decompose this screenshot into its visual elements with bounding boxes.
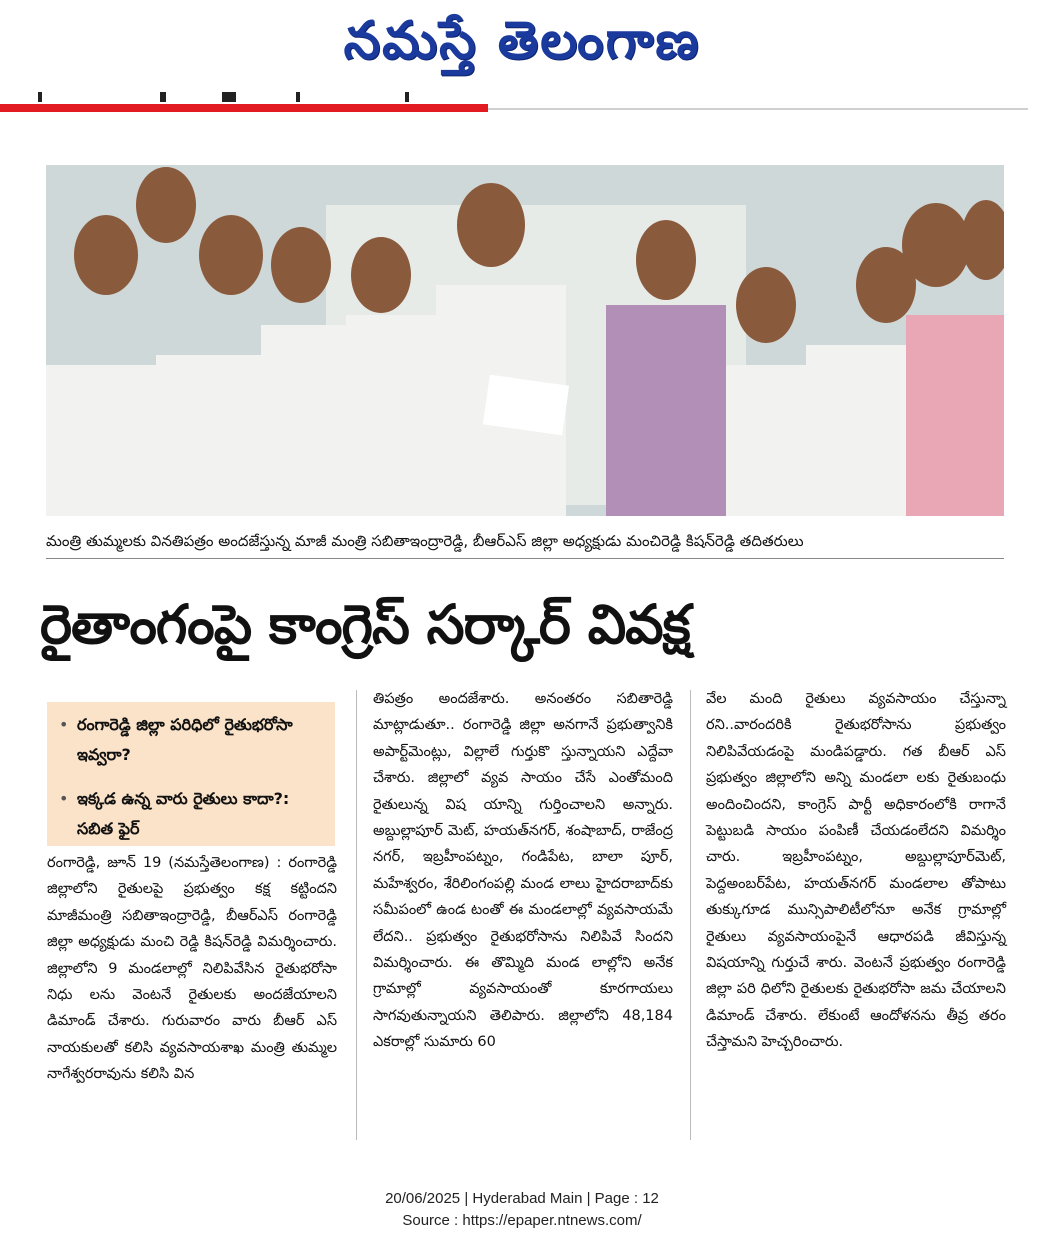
masthead-divider-mark [38, 92, 42, 102]
accent-bar [0, 104, 488, 112]
article-column-2: తిపత్రం అందజేశారు. అనంతరం సబితారెడ్డి మాట్లాడుతూ.. రంగారెడ్డి జిల్లా అనగానే ప్రభుత్వానికి అపార్ట్‌మెంట్లు, విల్లాలే గుర్తుకొ స్తున్నాయని ఎద్దేవా చేశారు. జిల్లాలో వ్యవ సాయం చేసే ఎంతోమంది రైతులున్న విష యాన్ని గుర్తించాలని అన్నారు. అబ్దుల్లాపూర్ మెట్, హయత్‌నగర్, శంషాబాద్, రాజేంద్ర నగర్, ఇబ్రహీంపట్నం, గండిపేట, బాలా పూర్, మహేశ్వరం, శేరిలింగంపల్లి మండ లాలు హైదరాబాద్‌కు సమీపంలో ఉండ టంతో ఈ మండలాల్లో వ్యవసాయమే లేదని.. ప్రభుత్వం రైతుభరోసాను నిలిపివే సిందని విమర్శించారు. ఈ తొమ్మిది మండ లాల్లోని అనేక గ్రామాల్లో వ్యవసాయంతో కూరగాయలు సాగవుతున్నాయని తెలిపారు. జిల్లాలోని 48,184 ఎకరాల్లో సుమారు 60 [373, 691, 673, 1051]
masthead-divider-mark [405, 92, 409, 102]
article-column-1: రంగారెడ్డి, జూన్ 19 (నమస్తేతెలంగాణ) : రంగారెడ్డి జిల్లాలోని రైతులపై ప్రభుత్వం కక్ష కట్టిందని మాజీమంత్రి సబితాఇంద్రారెడ్డి, బీఆర్‌ఎస్ రంగారెడ్డి జిల్లా అధ్యక్షుడు మంచి రెడ్డి కిషన్‌రెడ్డి విమర్శించారు. జిల్లాలోని 9 మండలాల్లో నిలిపివేసిన రైతుభరోసా నిధు లను వెంటనే రైతులకు అందజేయాలని డిమాండ్ చేశారు. గురువారం వారు బీఆర్ ఎస్ నాయకులతో కలిసి వ్యవసాయశాఖ మంత్రి తుమ్మల నాగేశ్వరరావును కలిసి విన [47, 855, 337, 1083]
newspaper-logo: నమస్తే తెలంగాణ [343, 10, 701, 71]
column-divider [356, 690, 357, 1140]
highlight-item [59, 710, 327, 770]
headline: రైతాంగంపై కాంగ్రెస్ సర్కార్ వివక్ష [40, 593, 690, 656]
column-divider [690, 690, 691, 1140]
highlight-item [59, 784, 327, 844]
edition-info: 20/06/2025 | Hyderabad Main | Page : 12 [385, 1190, 659, 1207]
masthead-divider-mark [160, 92, 166, 102]
masthead-divider-mark [296, 92, 300, 102]
bullet-icon: • [59, 715, 69, 734]
highlight-text: రంగారెడ్డి జిల్లా పరిధిలో రైతుభరోసా ఇవ్వరా? [77, 715, 293, 764]
page-footer [0, 1188, 1044, 1232]
source-link[interactable]: Source : https://epaper.ntnews.com/ [402, 1212, 642, 1229]
header-rule [488, 108, 1028, 110]
photo-caption: మంత్రి తుమ్మలకు వినతిపత్రం అందజేస్తున్న మాజీ మంత్రి సబితాఇంద్రారెడ్డి, బీఆర్‌ఎస్ జిల్లా అధ్యక్షుడు మంచిరెడ్డి కిషన్‌రెడ్డి తదితరులు [46, 524, 1004, 559]
news-photo [46, 165, 1004, 516]
masthead [0, 0, 1044, 92]
masthead-divider-mark [222, 92, 236, 102]
bullet-icon: • [59, 789, 69, 808]
photo-illustration [46, 165, 1004, 516]
highlights-box [47, 702, 335, 846]
highlight-text: ఇక్కడ ఉన్న వారు రైతులు కాదా?: సబిత ఫైర్ [77, 789, 290, 838]
article-column-3: వేల మంది రైతులు వ్యవసాయం చేస్తున్నా రని..వారందరికి రైతుభరోసాను ప్రభుత్వం నిలిపివేయడంపై మండిపడ్డారు. గత బీఆర్ ఎస్ ప్రభుత్వం జిల్లాలోని అన్ని మండలా లకు రైతుబంధు అందించిందని, కాంగ్రెస్ పార్టీ అధికారంలోకి రాగానే పెట్టుబడి సాయం పంపిణీ చేయడంలేదని విమర్శిం చారు. ఇబ్రహీంపట్నం, అబ్దుల్లాపూర్‌మెట్, పెద్దఅంబర్‌పేట, హయత్‌నగర్ మండలాల తోపాటు తుక్కుగూడ మున్సిపాలిటీలోనూ అనేక గ్రామాల్లో రైతులు వ్యవసాయంపైనే ఆధారపడి జీవిస్తున్న విషయాన్ని గుర్తుచే శారు. వెంటనే ప్రభుత్వం రంగారెడ్డి జిల్లా పరి ధిలోని రైతులకు రైతుభరోసా జమ చేయాలని డిమాండ్ చేశారు. లేకుంటే ఆందోళనను తీవ్ర తరం చేస్తామని హెచ్చరించారు. [706, 691, 1006, 1051]
